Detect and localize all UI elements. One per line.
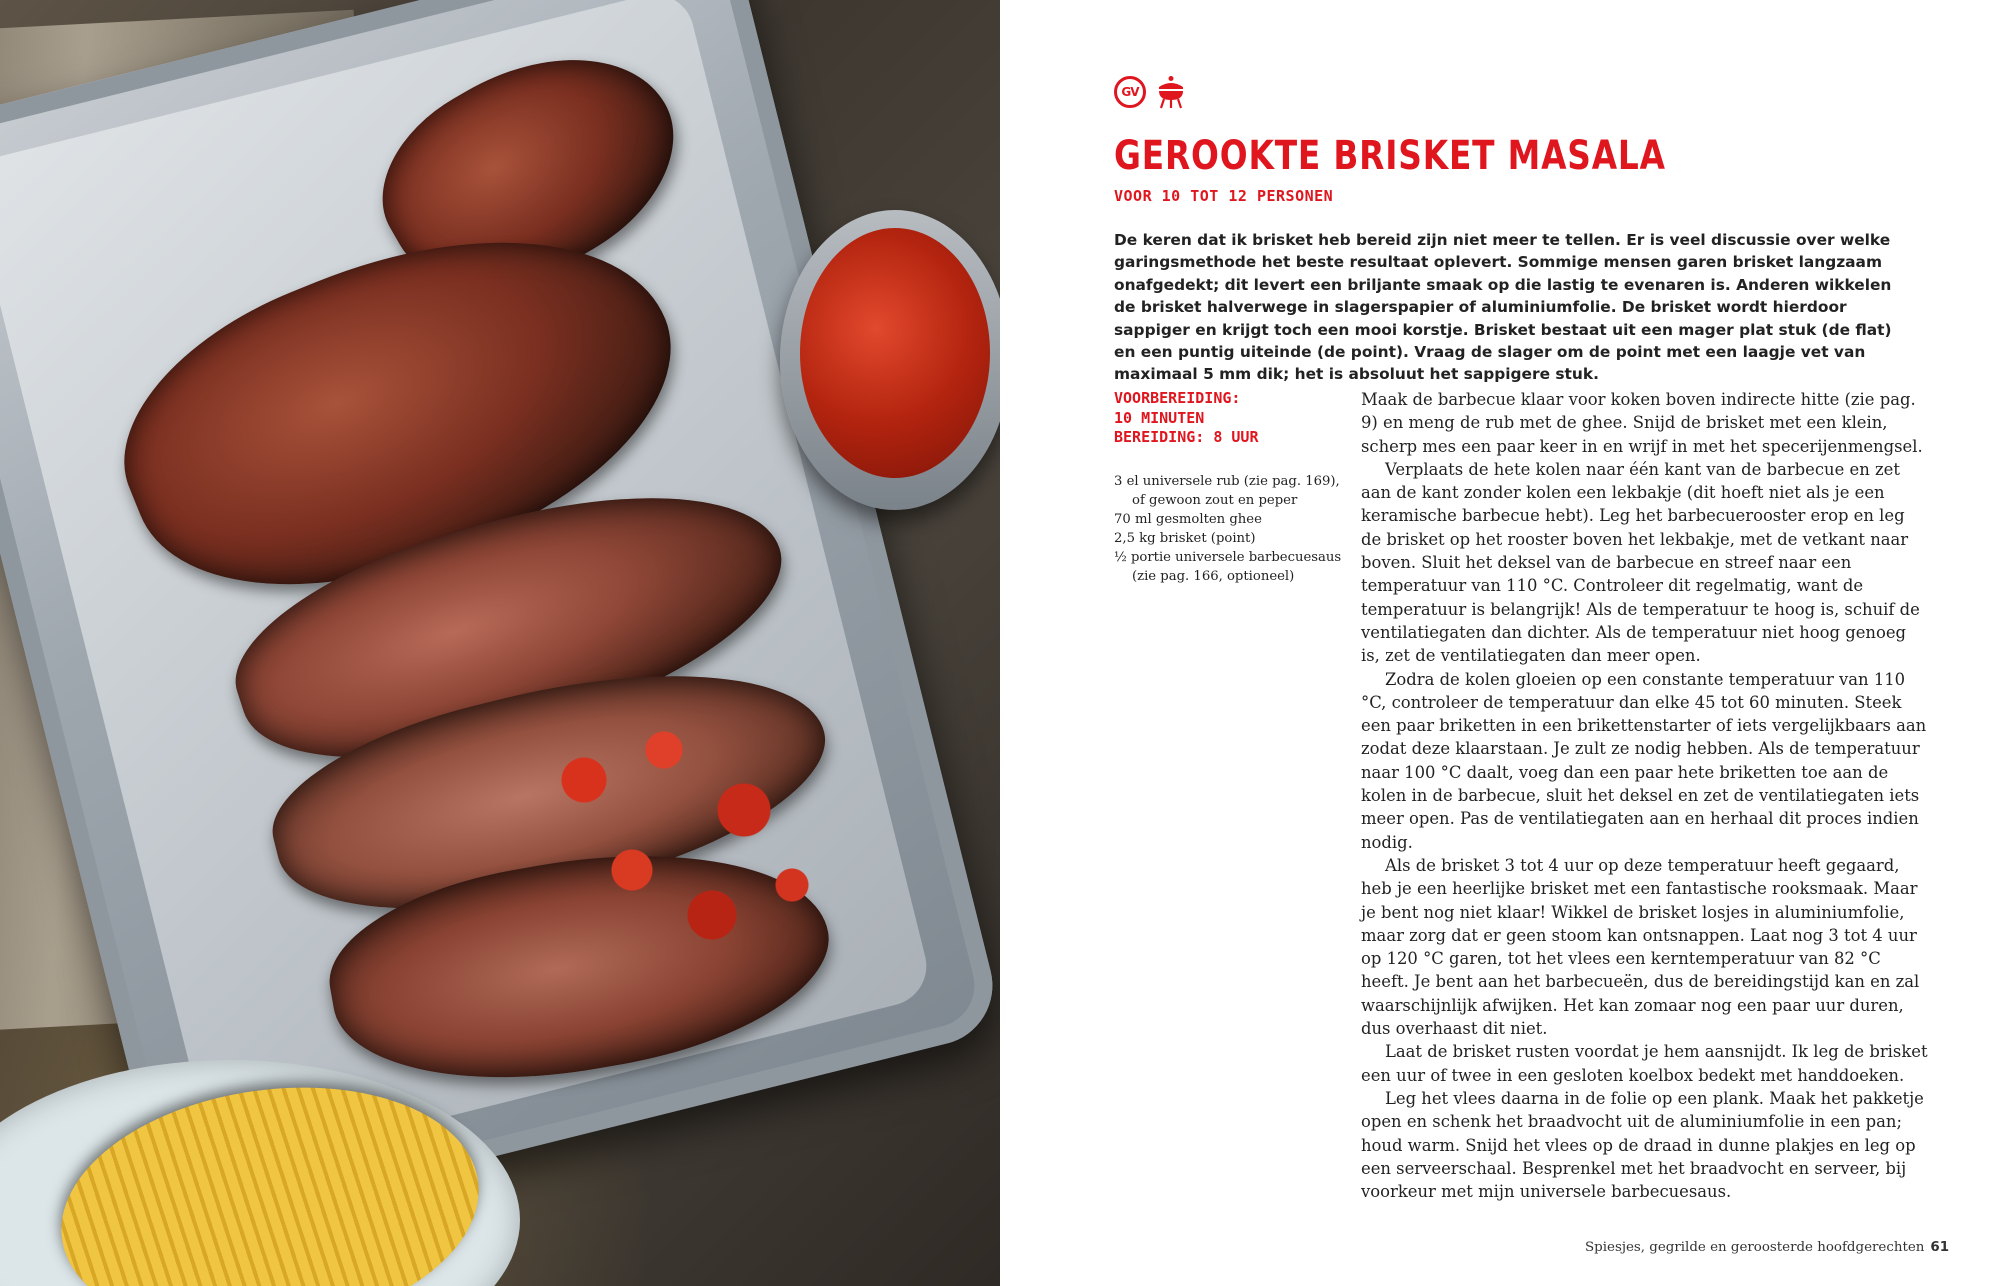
- recipe-page: [1000, 0, 2000, 1286]
- ingredient-item: 2,5 kg brisket (point): [1114, 531, 1256, 546]
- page-footer: [1585, 1240, 1950, 1255]
- gv-badge-icon: GV: [1114, 76, 1146, 108]
- method-text: [1361, 388, 1929, 1203]
- method-paragraph: Leg het vlees daarna in de folie op een plank. Maak het pakketje open en schenk het braadvocht uit de aluminiumfolie in een pan; houd warm. Snijd het vlees op de draad in dunne plakjes en leg op een serveerschaal. Besprenkel met het braadvocht en serveer, bij voorkeur met mijn universele barbecuesaus.: [1361, 1088, 1924, 1202]
- prep-time: 10 MINUTEN: [1114, 408, 1205, 427]
- prep-label: VOORBEREIDING:: [1114, 389, 1241, 407]
- sauce-dollops: [520, 690, 840, 990]
- method-paragraph: Verplaats de hete kolen naar één kant van de barbecue en zet aan de kant zonder kolen een lekbakje (dit hoeft niet als je een keramische barbecue hebt). Leg het barbecuerooster erop en leg de brisket op het rooster boven het lekbakje, met de vetkant naar boven. Sluit het deksel van de barbecue en streef naar een temperatuur van 110 °C. Controleer dit regelmatig, want de temperatuur is belangrijk! Als de temperatuur te hoog is, schuif de ventilatiegaten dan dichter. Als de temperatuur niet hoog genoeg is, zet de ventilatiegaten dan meer open.: [1361, 459, 1920, 666]
- section-title: Spiesjes, gegrilde en geroosterde hoofdgerechten: [1585, 1240, 1925, 1255]
- method-paragraph: Zodra de kolen gloeien op een constante temperatuur van 110 °C, controleer de temperatuur dan elke 45 tot 60 minuten. Steek een paar briketten in een brikettenstarter of iets vergelijkbaars aan zodat deze klaarstaan. Je zult ze nodig hebben. Als de temperatuur naar 100 °C daalt, voeg dan een paar hete briketten toe aan de kolen in de barbecue, sluit het deksel en zet de ventilatiegaten iets meer open. Pas de ventilatiegaten aan en herhaal dit proces indien nodig.: [1361, 669, 1927, 852]
- recipe-intro: De keren dat ik brisket heb bereid zijn niet meer te tellen. Er is veel discussie over welke garingsmethode het beste resultaat oplevert. Sommige mensen garen brisket langzaam onafgedekt; dit levert een briljante smaak op die lastig te evenaren is. Anderen wikkelen de brisket halverwege in slagerspapier of aluminiumfolie. De brisket wordt hierdoor sappiger en krijgt toch een mooi korstje. Brisket bestaat uit een mager plat stuk (de flat) en een puntig uiteinde (de point). Vraag de slager om de point met een laagje vet van maximaal 5 mm dik; het is absoluut het sappigere stuk.: [1114, 231, 1892, 384]
- method-paragraph: Laat de brisket rusten voordat je hem aansnijdt. Ik leg de brisket een uur of twee in een gesloten koelbox bedekt met handdoeken.: [1361, 1042, 1928, 1085]
- ingredient-item: ½ portie universele barbecuesaus (zie pag. 166, optioneel): [1114, 550, 1342, 584]
- servings: VOOR 10 TOT 12 PERSONEN: [1114, 187, 1334, 205]
- kettle-grill-icon: [1156, 75, 1186, 109]
- method-paragraph: Maak de barbecue klaar voor koken boven indirecte hitte (zie pag. 9) en meng de rub met de ghee. Snijd de brisket met een klein, scherp mes een paar keer in en wrijf in met het specerijenmengsel.: [1361, 390, 1923, 456]
- sauce-bowl: [780, 210, 1000, 510]
- cook-time: BEREIDING: 8 UUR: [1114, 428, 1259, 446]
- time-info: [1114, 389, 1344, 448]
- recipe-badges: [1114, 76, 1186, 108]
- barbecue-sauce: [800, 228, 990, 478]
- page-number: 61: [1930, 1240, 1950, 1255]
- ingredient-list: [1114, 472, 1354, 586]
- ingredient-item: 3 el universele rub (zie pag. 169), of gewoon zout en peper: [1114, 474, 1340, 508]
- ingredient-item: 70 ml gesmolten ghee: [1114, 512, 1262, 527]
- method-paragraph: Als de brisket 3 tot 4 uur op deze temperatuur heeft gegaard, heb je een heerlijke brisket met een fantastische rooksmaak. Maar je bent nog niet klaar! Wikkel de brisket losjes in aluminiumfolie, maar zorg dat er geen stoom kan ontsnappen. Laat nog 3 tot 4 uur op 120 °C garen, tot het vlees een kerntemperatuur van 82 °C heeft. Je bent aan het barbecueën, dus de bereidingstijd kan en zal waarschijnlijk afwijken. Het kan zomaar nog een paar uur duren, dus overhaast dit niet.: [1361, 855, 1920, 1039]
- recipe-title: GEROOKTE BRISKET MASALA: [1114, 133, 1666, 179]
